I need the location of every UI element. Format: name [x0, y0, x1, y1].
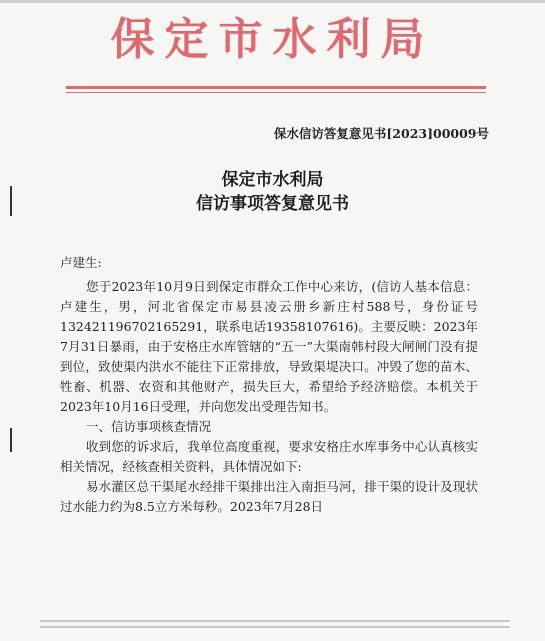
margin-mark [10, 428, 12, 452]
paragraph-response: 收到您的诉求后，我单位高度重视，要求安格庄水库事务中心认真核实相关情况，经核查相关资料，具体情况如下: [60, 439, 478, 474]
letterhead-rule-thin [66, 92, 486, 93]
margin-mark [10, 186, 12, 216]
document-body [60, 253, 478, 517]
letterhead: 保定市水利局 [110, 14, 435, 65]
title-line-2: 信访事项答复意见书 [196, 194, 349, 214]
section-heading-verification: 一、信访事项核查情况 [86, 419, 212, 434]
bottom-rule [40, 620, 510, 622]
paragraph-findings: 易水灌区总干渠尾水经排干渠排出注入南拒马河，排干渠的设计及现状过水能力约为8.5立方米每秒。2023年7月28日 [60, 479, 478, 514]
top-edge [0, 0, 545, 3]
title-line-1: 保定市水利局 [221, 170, 324, 190]
salutation: 卢建生: [60, 255, 102, 270]
bottom-rule [40, 626, 510, 628]
document-title [0, 168, 545, 216]
letterhead-rule-thick [66, 86, 486, 89]
document-reference-number: 保水信访答复意见书[2023]00009号 [273, 126, 489, 141]
paragraph-complaint: 您于2023年10月9日到保定市群众工作中心来访，(信访人基本信息：卢建生，男，河北省保定市易县凌云册乡新庄村588号，身份证号132421196702165291，联系电话19358107616)。主要反映：2023年7月31日暴雨，由于安格庄水库管辖的“五一”大渠南韩村段大闸闸门没有提到位，致使渠内洪水不能往下正常排放，导致渠堤决口。冲毁了您的苗木、牲畜、机器、农资和其他财产，损失巨大，希望给予经济赔偿。本机关于2023年10月16日受理，并向您发出受理告知书。 [60, 279, 478, 414]
